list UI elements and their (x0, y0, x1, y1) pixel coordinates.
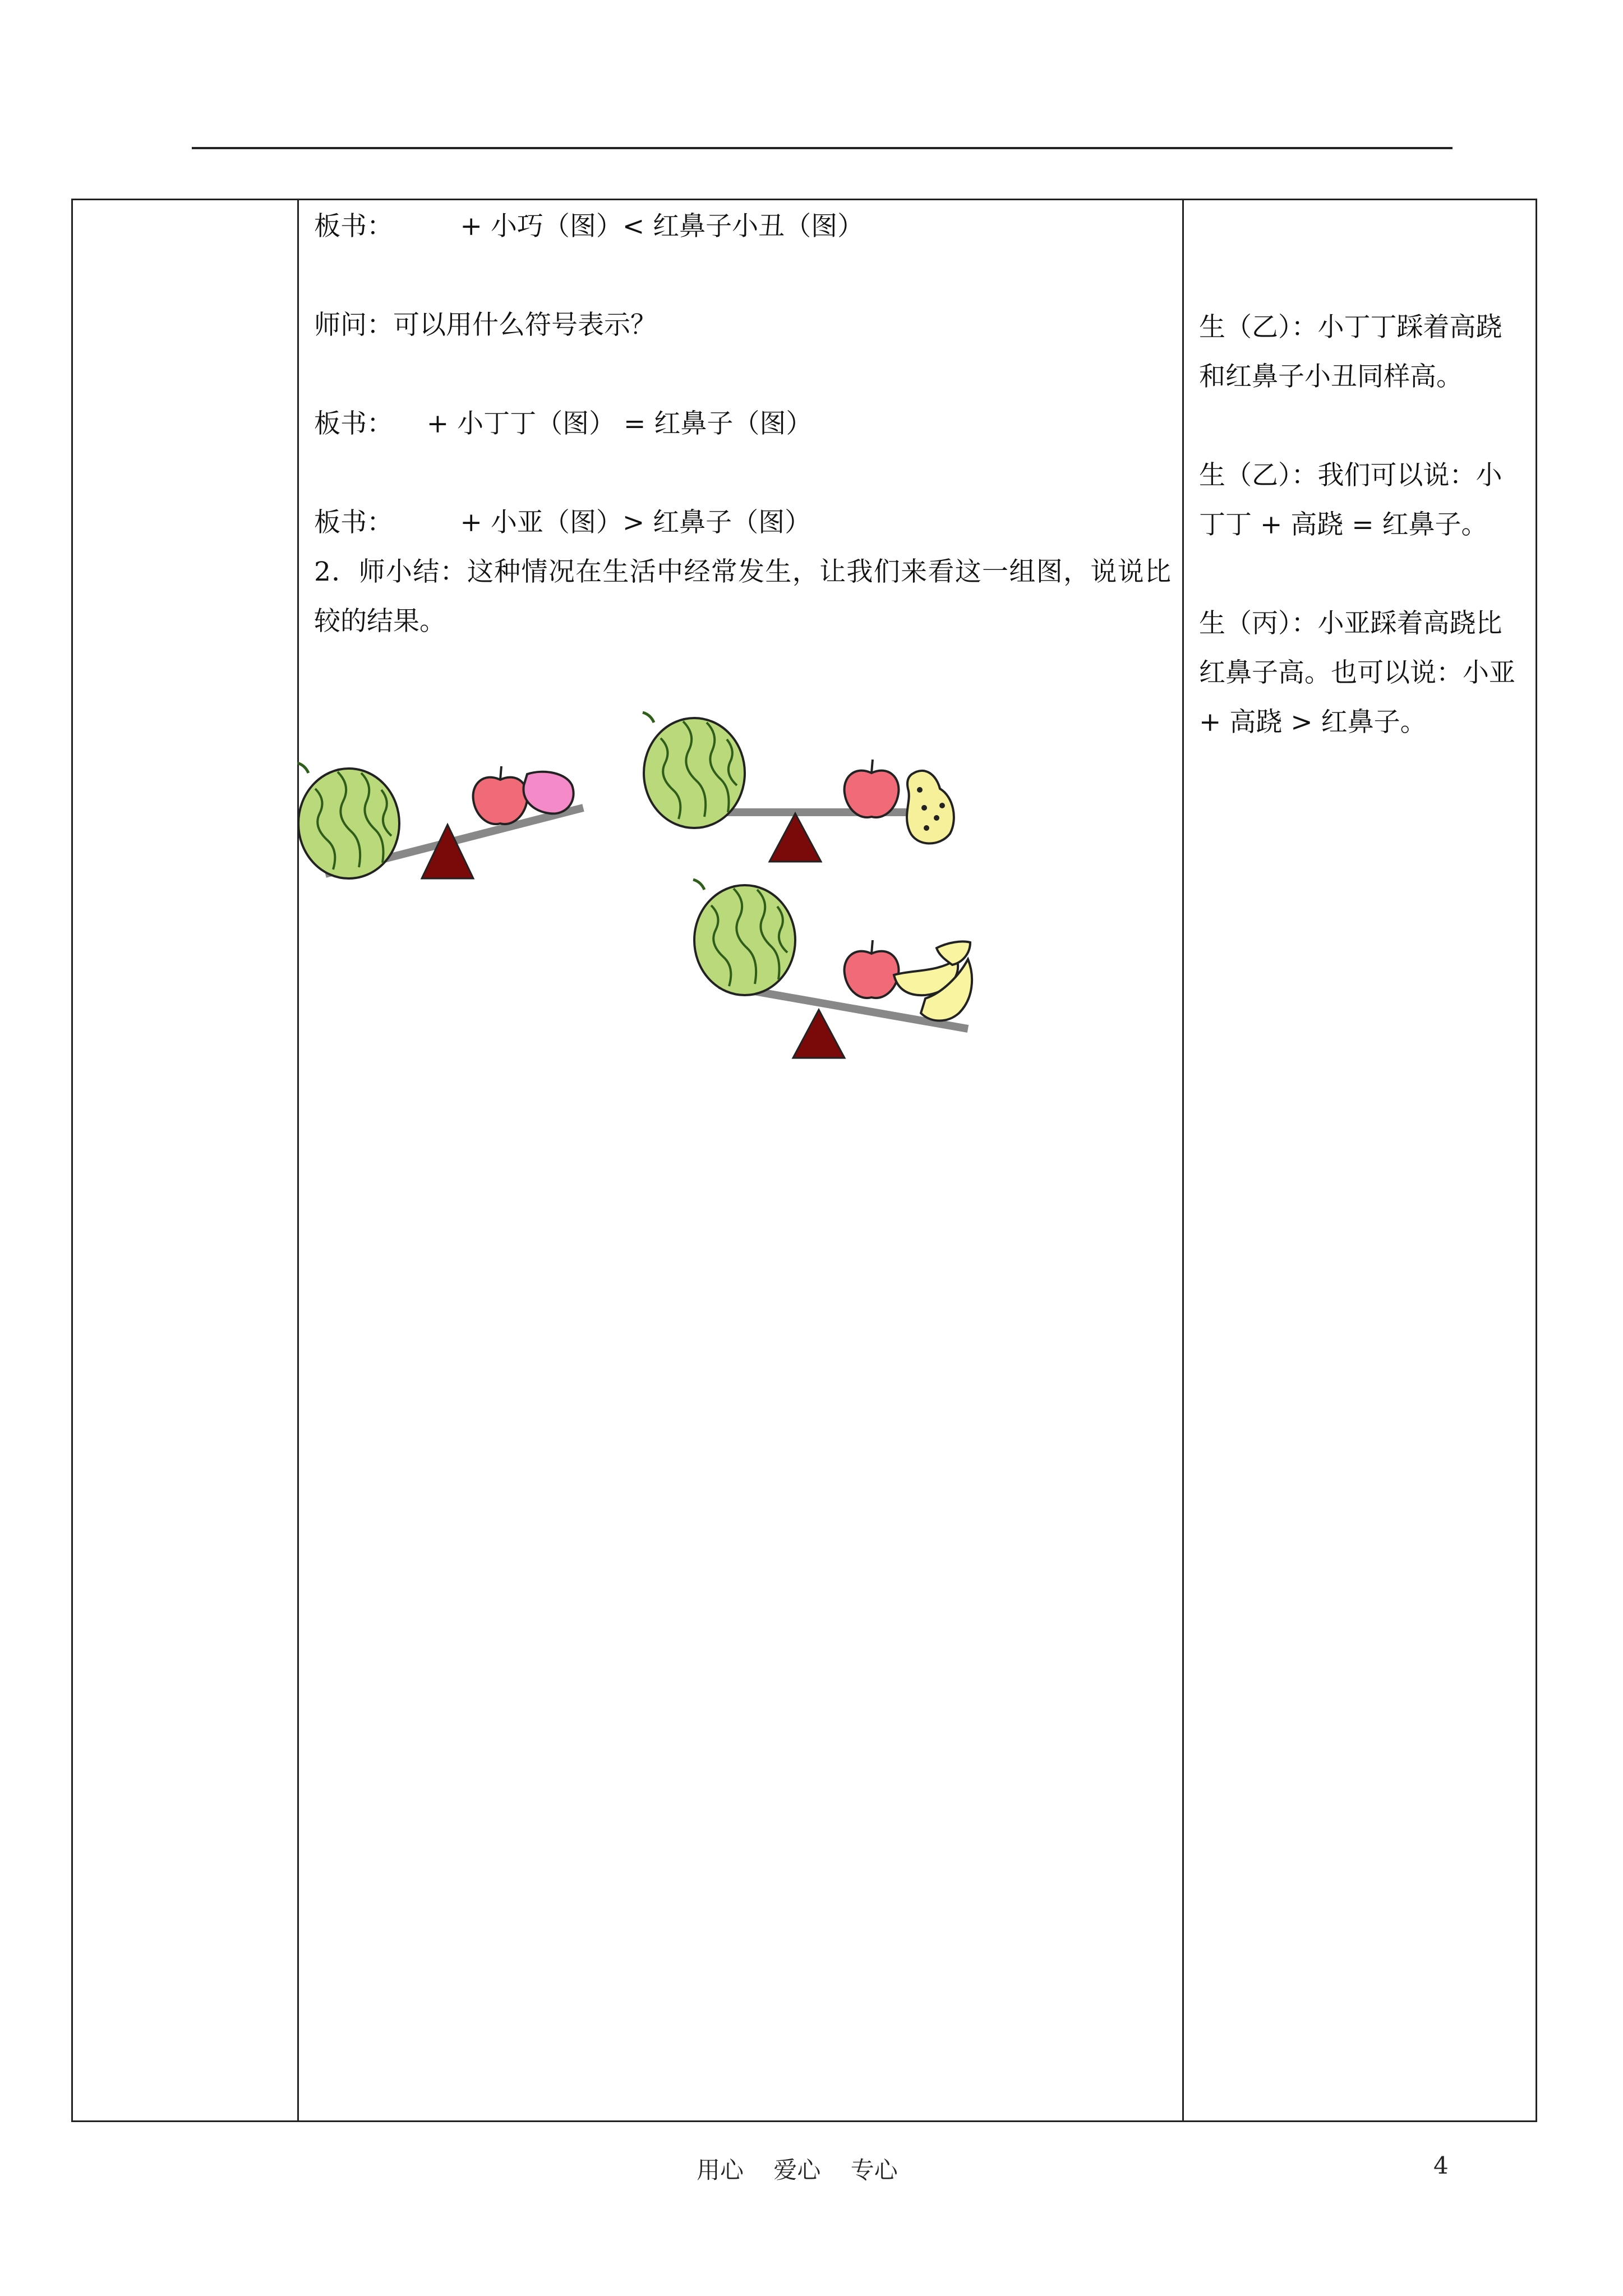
student-b-answer-1: 生（乙）：小丁丁踩着高跷和红鼻子小丑同样高。 (1199, 312, 1502, 392)
student-c-answer: 生（丙）：小亚踩着高跷比红鼻子高。也可以说：小亚 + 高跷 > 红鼻子。 (1199, 608, 1515, 738)
board-line-1: 板书： + 小巧（图）< 红鼻子小丑（图） (314, 211, 864, 242)
header-rule (192, 147, 1453, 149)
board-line-2: 板书： + 小丁丁（图） = 红鼻子（图） (314, 408, 813, 439)
scale-panel-2 (643, 712, 954, 862)
balance-scale-figure (297, 696, 1026, 1066)
scale-panel-3 (693, 880, 972, 1058)
footer-motto: 用心 爱心 专心 (697, 2156, 898, 2184)
page-number: 4 (1433, 2152, 1449, 2179)
column-divider-right (1182, 199, 1184, 2122)
scale-panel-1 (297, 763, 583, 878)
board-line-3: 板书： + 小亚（图）> 红鼻子（图） (314, 507, 811, 538)
column-divider-left (297, 199, 299, 2122)
student-b-answer-2: 生（乙）：我们可以说：小丁丁 + 高跷 = 红鼻子。 (1199, 460, 1502, 540)
teacher-summary: 2．师小结：这种情况在生活中经常发生，让我们来看这一组图，说说比较的结果。 (314, 556, 1171, 637)
teacher-question: 师问：可以用什么符号表示？ (314, 310, 657, 341)
